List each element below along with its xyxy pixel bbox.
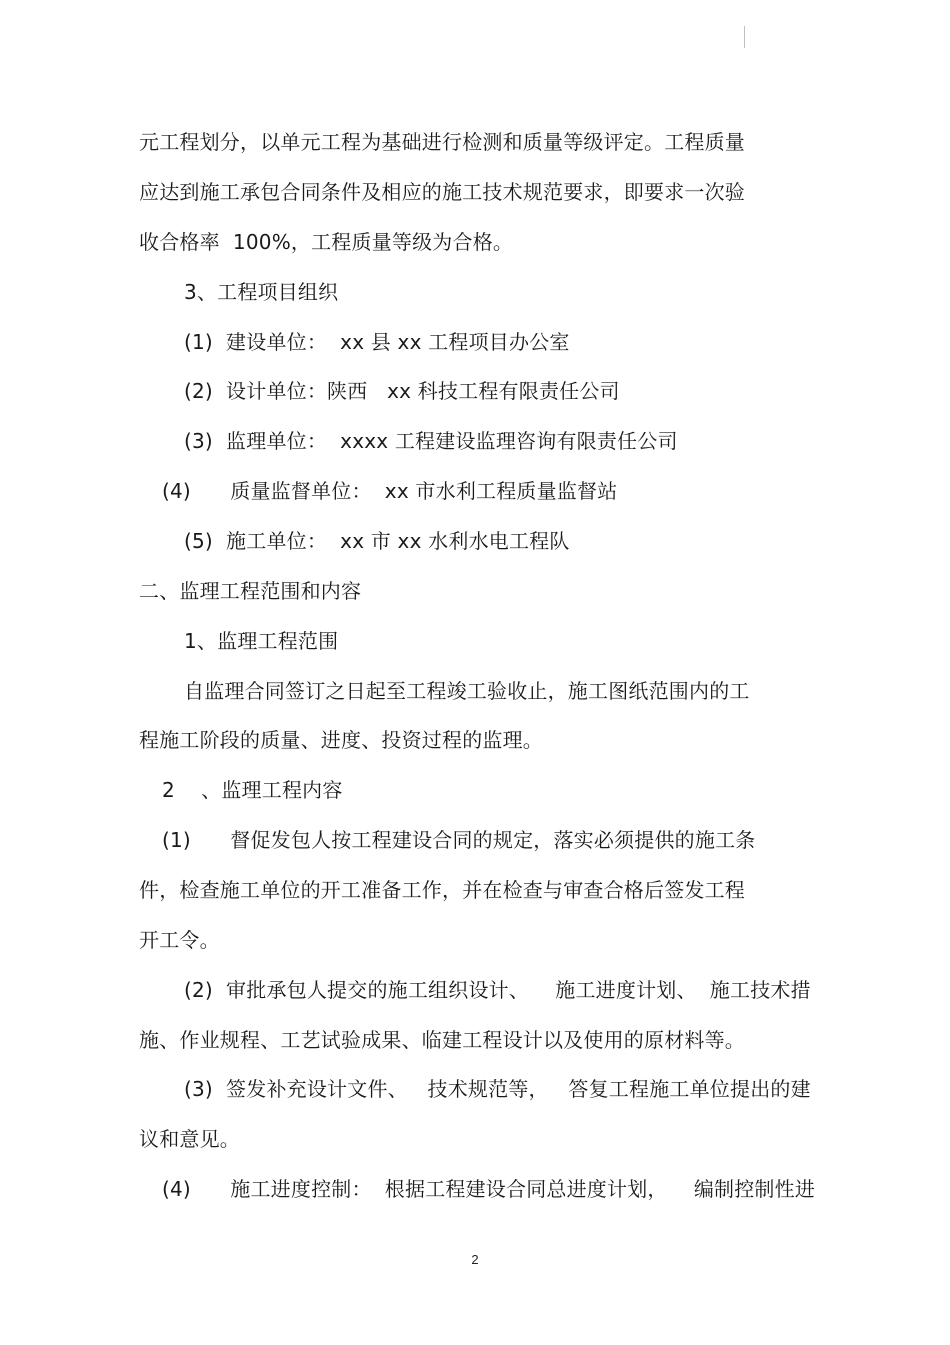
body-line: 元工程划分，以单元工程为基础进行检测和质量等级评定。工程质量 — [139, 130, 745, 154]
list-item: (2) 审批承包人提交的施工组织设计、 施工进度计划、 施工技术措 — [184, 978, 811, 1002]
list-item: (3) 监理单位： xxxx 工程建设监理咨询有限责任公司 — [184, 429, 678, 453]
body-line: 议和意见。 — [139, 1127, 240, 1151]
body-line: 件，检查施工单位的开工准备工作，并在检查与审查合格后签发工程 — [139, 878, 745, 902]
body-line: 应达到施工承包合同条件及相应的施工技术规范要求，即要求一次验 — [139, 180, 745, 204]
list-item: (4) 质量监督单位： xx 市水利工程质量监督站 — [162, 479, 618, 503]
list-item: (1) 督促发包人按工程建设合同的规定，落实必须提供的施工条 — [162, 828, 756, 852]
chapter-heading: 二、监理工程范围和内容 — [139, 579, 362, 603]
body-line: 程施工阶段的质量、进度、投资过程的监理。 — [139, 728, 543, 752]
section-heading: 3、工程项目组织 — [184, 280, 339, 304]
list-item: (4) 施工进度控制： 根据工程建设合同总进度计划， 编制控制性进 — [162, 1177, 816, 1201]
list-item: (2) 设计单位：陕西 xx 科技工程有限责任公司 — [184, 379, 620, 403]
page-number: 2 — [471, 1252, 479, 1267]
body-line: 施、作业规程、工艺试验成果、临建工程设计以及使用的原材料等。 — [139, 1028, 745, 1052]
list-item: (5) 施工单位： xx 市 xx 水利水电工程队 — [184, 529, 570, 553]
body-line: 开工令。 — [139, 928, 220, 952]
body-line: 收合格率 100%，工程质量等级为合格。 — [139, 230, 514, 254]
section-heading: 1、监理工程范围 — [184, 629, 339, 653]
corner-mark — [744, 26, 745, 48]
list-item: (1) 建设单位： xx 县 xx 工程项目办公室 — [184, 330, 570, 354]
section-heading: 2 、监理工程内容 — [162, 778, 343, 802]
list-item: (3) 签发补充设计文件、 技术规范等， 答复工程施工单位提出的建 — [184, 1077, 811, 1101]
body-line: 自监理合同签订之日起至工程竣工验收止，施工图纸范围内的工 — [184, 679, 750, 703]
